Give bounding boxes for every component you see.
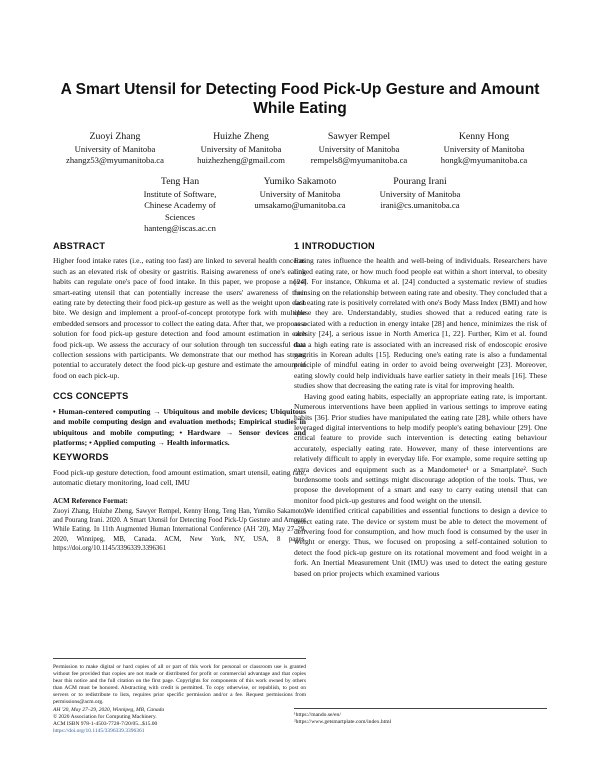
abstract-heading: ABSTRACT (53, 241, 106, 251)
author-email[interactable]: hongk@myumanitoba.ca (440, 155, 528, 165)
author-name: Yumiko Sakamoto (263, 176, 337, 187)
author-affiliation: Sciences (164, 211, 196, 222)
author-email[interactable]: irani@cs.umanitoba.ca (380, 200, 460, 210)
author-affiliation: Chinese Academy of (144, 200, 216, 210)
author-affiliation: University of Manitoba (200, 143, 282, 154)
footnotes (294, 708, 547, 726)
right-column (294, 241, 547, 579)
author-block (115, 176, 245, 235)
author-block (355, 176, 485, 212)
author-name: Zuoyi Zhang (89, 131, 141, 142)
author-block (176, 131, 306, 167)
author-email[interactable]: zhangz53@myumanitoba.ca (66, 155, 164, 165)
author-email[interactable]: huizhezheng@gmail.com (197, 155, 285, 165)
author-name: Sawyer Rempel (327, 131, 391, 142)
author-block (235, 176, 365, 212)
permission-block (53, 658, 306, 735)
author-name: Teng Han (160, 176, 200, 187)
author-affiliation: University of Manitoba (443, 143, 525, 154)
abstract-text: Higher food intake rates (i.e., eating too fast) are linked to several health concerns such as an elevated risk of obesity or gastritis. Raising awareness of one's eating habits can regulate one's pace of food intake. In this paper, we propose a novel smart-eating utensil that can potentially increase the users' awareness of their eating rate by detecting their food pick-up gesture as well as the weight upon each bite. We design and implement a proof-of-concept prototype fork with multiple embedded sensors and processor to collect the eating data. After that, we propose a solution for food pick-up gesture detection and food amount estimation in each food pick-up. We assess the accuracy of our solution through ten successful data collection sessions with participants. We demonstrate that our method has strong potential to accurately detect the food pick-up gesture and estimate the amount of food on each pick-up. (53, 256, 306, 380)
author-affiliation: University of Manitoba (318, 143, 400, 154)
introduction-paragraph: Eating rates influence the health and well-being of individuals. Researchers have linked eating rate, or how much food people eat within a short interval, to obesity [24]. For instance, Ohkuma et al. [24] conducted a systematic review of studies focusing on the relationship between eating rate and obesity. They concluded that a fast eating rate is positively correlated with one's Body Mass Index (BMI) and how obese they are. Understandably, studies showed that a reduced eating rate is associated with a reduction in energy intake [28] and hence, minimizes the risk of obesity [24], a serious issue in North America [1, 22]. Further, Kim et al. found that a high eating rate is associated with an increased risk of endoscopic erosive gastritis in Korean adults [15]. Reducing one's eating rate is also a fundamental principle of mindful eating in order to avoid being overweight [23]. Moreover, eating slowly could help individuals have earlier satiety in their meals [16]. These studies show that decreasing the eating rate is vital for improving health. (294, 256, 547, 391)
author-email[interactable]: umsakamo@umanitoba.ca (254, 200, 346, 210)
author-email[interactable]: rempels8@myumanitoba.ca (310, 155, 408, 165)
author-affiliation: University of Manitoba (74, 143, 156, 154)
ccs-heading: CCS CONCEPTS (53, 391, 129, 402)
author-name: Kenny Hong (458, 131, 510, 142)
doi-link[interactable]: https://doi.org/10.1145/3396339.3396361 (53, 727, 145, 734)
author-block (294, 131, 424, 167)
author-block (419, 131, 549, 167)
introduction-paragraph: We identified critical capabilities and essential functions to design a device to detect eating rate. The device or system must be able to detect the movement of delivering food for consumption, and how much food is consumed by the user in weight or energy. Thus, we focused on proposing a self-contained solution to detect the food pick-up gesture on its rotational movement and food weight in a fork. An Inertial Measurement Unit (IMU) was used to detect the eating gesture based on prior projects which examined various (294, 506, 547, 578)
acm-reference-label: ACM Reference Format: (53, 496, 128, 505)
author-name: Huizhe Zheng (213, 131, 269, 142)
isbn-line: ACM ISBN 978-1-4503-7728-7/20/05...$15.00 (53, 720, 158, 727)
introduction-paragraph: Having good eating habits, especially an appropriate eating rate, is important. Numerous interventions have been applied in various settings to improve eating habits [36]. Prior studies have manipulated the eating rate [28], while others have leveraged digital interventions to help modify people's eating behaviour [29]. One critical feature to provide such intervention is detecting eating behaviour accurately, especially eating rate. However, many of these interventions are relatively difficult to apply in everyday life. For example, some require setting up extra devices and equipment such as a Mandometer¹ or a Smartplate². Such burdensome tools and settings might discourage adoption of the tools. Thus, we propose the development of a smart and easy to carry eating utensil that can monitor food pick-up gestures and food weight on the utensil. (294, 391, 547, 505)
author-affiliation: University of Manitoba (379, 188, 461, 199)
venue-line: AH '20, May 27–29, 2020, Winnipeg, MB, Canada (53, 706, 165, 713)
footnote-link[interactable]: ²https://www.getsmartplate.com/index.html (294, 719, 392, 726)
copyright-line: © 2020 Association for Computing Machinery. (53, 713, 157, 720)
author-affiliation: University of Manitoba (259, 188, 341, 199)
left-column (53, 241, 306, 553)
footnote-link[interactable]: ¹https://mando.se/en/ (294, 712, 341, 718)
author-email[interactable]: hanteng@iscas.ac.cn (144, 223, 216, 233)
permission-text: Permission to make digital or hard copies of all or part of this work for personal or classroom use is granted without fee provided that copies are not made or distributed for profit or commercial advantage and that copies bear this notice and the full citation on the first page. Copyrights for components of this work owned by others than ACM must be honored. Abstracting with credit is permitted. To copy otherwise, or republish, to post on servers or to redistribute to lists, requires prior specific permission and/or a fee. Request permissions from permissions@acm.org. (53, 664, 306, 706)
introduction-heading: 1 INTRODUCTION (294, 241, 375, 251)
author-affiliation: Institute of Software, (143, 188, 217, 199)
author-block (50, 131, 180, 167)
acm-reference-text: Zuoyi Zhang, Huizhe Zheng, Sawyer Rempel, Kenny Hong, Teng Han, Yumiko Sakamoto, and Pourang Irani. 2020. A Smart Utensil for Detecting Food Pick-Up Gesture and Amount While Eating. In 11th Augmented Human International Conference (AH '20), May 27–29, 2020, Winnipeg, MB, Canada. ACM, New York, NY, USA, 8 pages. https://doi.org/10.1145/3396339.3396361 (53, 507, 306, 552)
keywords-heading: KEYWORDS (53, 452, 109, 463)
ccs-text: • Human-centered computing → Ubiquitous and mobile devices; Ubiquitous and mobile computing design and evaluation methods; Empirical studies in ubiquitous and mobile computing; • Hardware → Sensor devices and platforms; • Applied computing → Health informatics. (53, 406, 306, 447)
keywords-text: Food pick-up gesture detection, food amount estimation, smart utensil, eating rate, automatic dietary monitoring, load cell, IMU (53, 467, 306, 488)
author-name: Pourang Irani (393, 176, 447, 187)
paper-title: A Smart Utensil for Detecting Food Pick-Up Gesture and Amount While Eating (60, 81, 540, 117)
